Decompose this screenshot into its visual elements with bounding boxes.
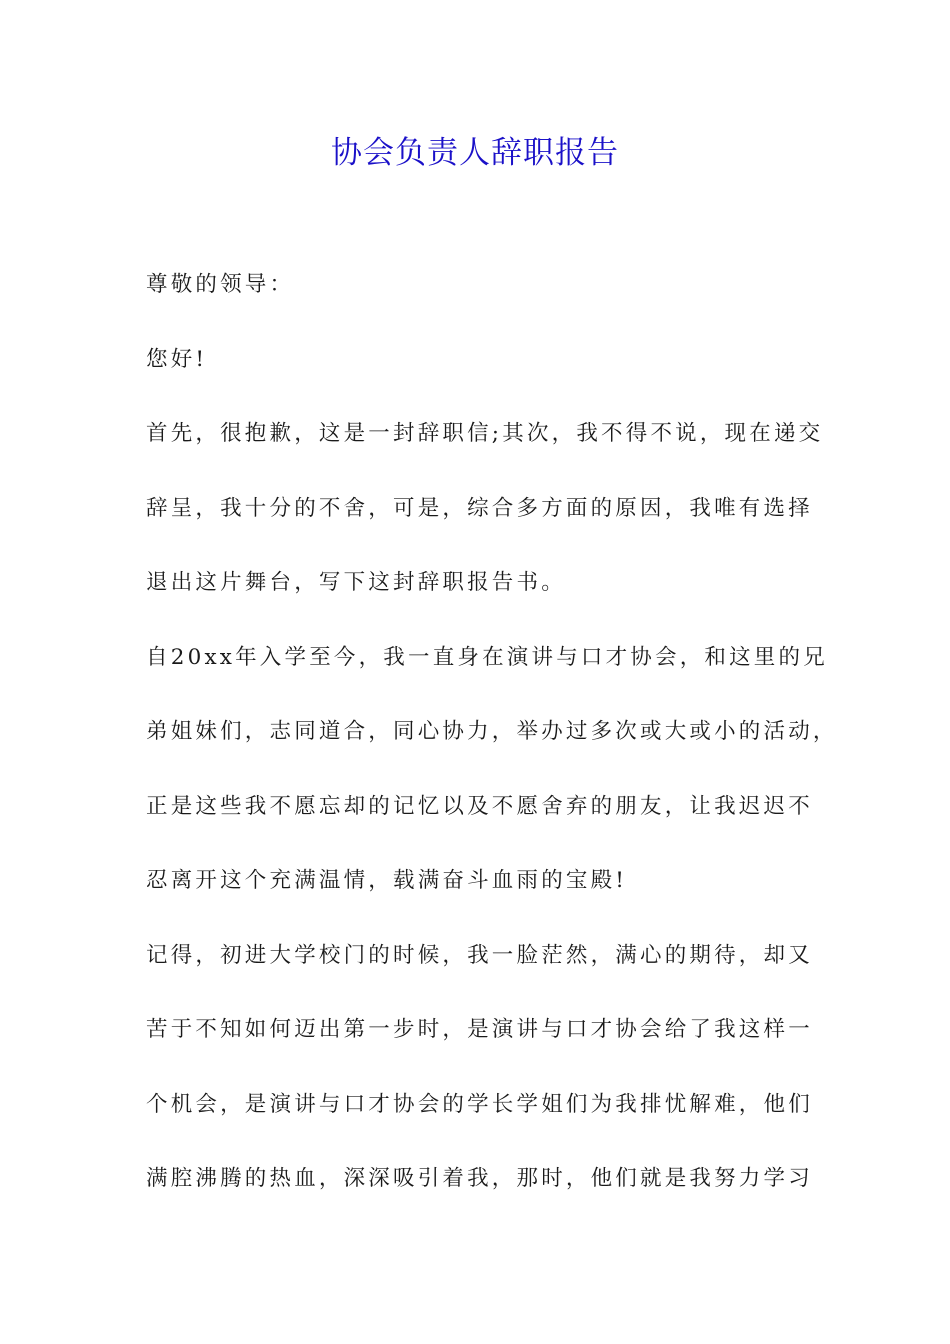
paragraph-line: 弟姐妹们，志同道合，同心协力，举办过多次或大或小的活动， [146, 719, 838, 744]
paragraph-line: 首先，很抱歉，这是一封辞职信;其次，我不得不说，现在递交 [146, 421, 824, 446]
document-body [146, 263, 836, 1232]
paragraph-line: 正是这些我不愿忘却的记忆以及不愿舍弃的朋友，让我迟迟不 [146, 793, 813, 819]
paragraph-line: 苦于不知如何迈出第一步时，是演讲与口才协会给了我这样一 [146, 1017, 813, 1042]
salutation: 尊敬的领导： [146, 272, 295, 297]
paragraph-line: 辞呈，我十分的不舍，可是，综合多方面的原因，我唯有选择 [146, 495, 813, 521]
paragraph-line: 忍离开这个充满温情，载满奋斗血雨的宝殿! [146, 868, 628, 893]
paragraph-line: 自20xx年入学至今，我一直身在演讲与口才协会，和这里的兄 [146, 644, 828, 670]
paragraph-line: 满腔沸腾的热血，深深吸引着我，那时，他们就是我努力学习 [146, 1166, 813, 1191]
paragraph-line: 个机会，是演讲与口才协会的学长学姐们为我排忧解难，他们 [146, 1091, 813, 1117]
greeting: 您好! [146, 346, 208, 372]
document-title: 协会负责人辞职报告 [331, 135, 619, 171]
paragraph-line: 记得，初进大学校门的时候，我一脸茫然，满心的期待，却又 [146, 942, 813, 968]
paragraph-line: 退出这片舞台，写下这封辞职报告书。 [146, 570, 566, 595]
